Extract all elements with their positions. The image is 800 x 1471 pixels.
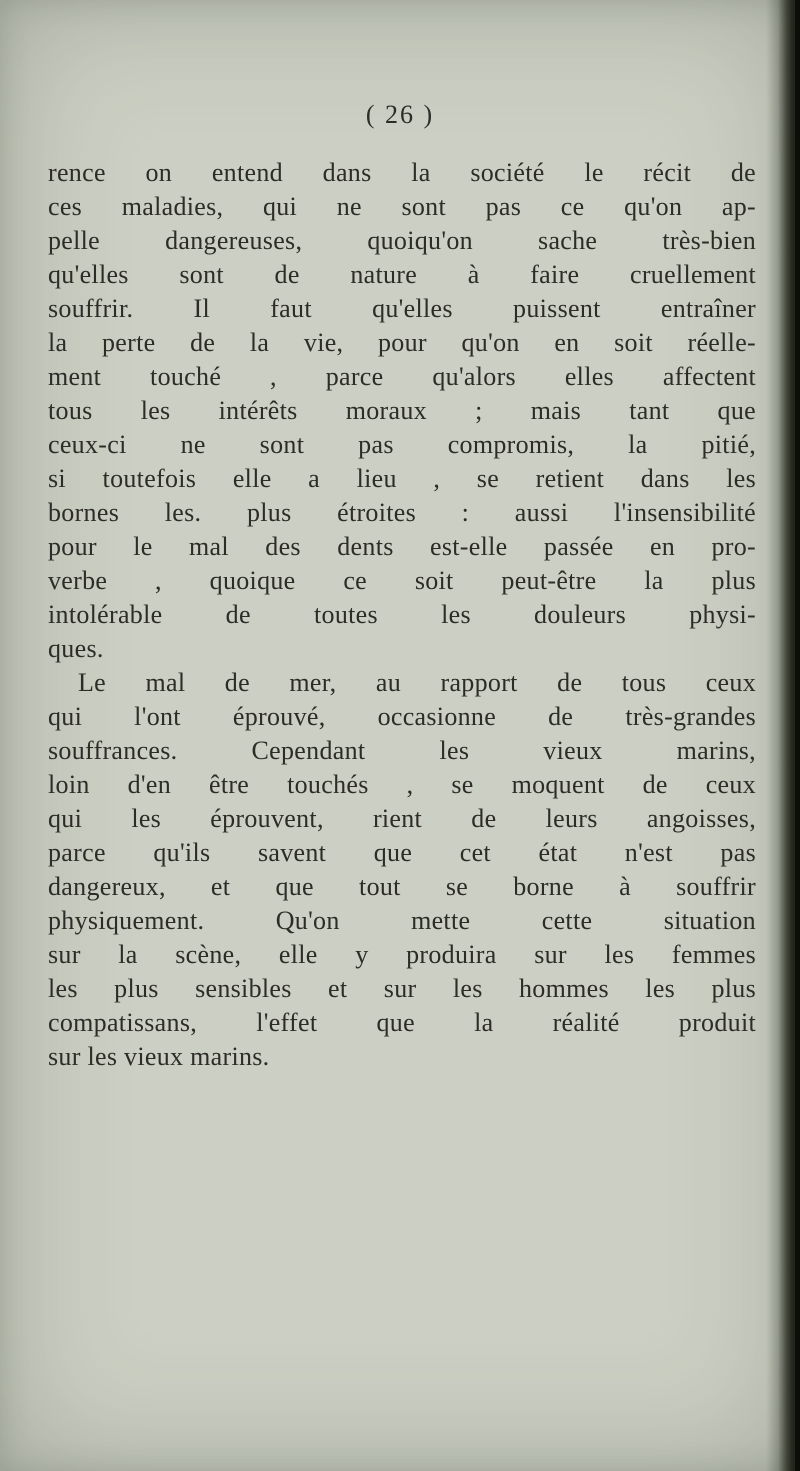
text-line: ceux-ci ne sont pas compromis, la pitié, — [48, 430, 756, 459]
text-line: sur les vieux marins. — [48, 1042, 270, 1071]
text-line: la perte de la vie, pour qu'on en soit réelle- — [48, 328, 756, 357]
text-line: parce qu'ils savent que cet état n'est pas — [48, 838, 756, 867]
text-line: ques. — [48, 634, 104, 663]
text-line: pelle dangereuses, quoiqu'on sache très-bien — [48, 226, 756, 255]
text-line: qui l'ont éprouvé, occasionne de très-grandes — [48, 702, 756, 731]
text-line: souffrir. Il faut qu'elles puissent entraîner — [48, 294, 756, 323]
text-line: qui les éprouvent, rient de leurs angoisses, — [48, 804, 756, 833]
text-line: rence on entend dans la société le récit de — [48, 158, 756, 187]
text-line: ment touché , parce qu'alors elles affectent — [48, 362, 756, 391]
text-line: souffrances. Cependant les vieux marins, — [48, 736, 756, 765]
text-block — [48, 156, 756, 1074]
text-line: ces maladies, qui ne sont pas ce qu'on ap- — [48, 192, 756, 221]
page-edge-line — [795, 0, 800, 1471]
text-line: physiquement. Qu'on mette cette situation — [48, 906, 756, 935]
text-line: intolérable de toutes les douleurs physi- — [48, 600, 756, 629]
text-line: qu'elles sont de nature à faire cruellement — [48, 260, 756, 289]
text-line: sur la scène, elle y produira sur les femmes — [48, 940, 756, 969]
page-number: ( 26 ) — [365, 100, 435, 129]
text-line: verbe , quoique ce soit peut-être la plus — [48, 566, 756, 595]
text-line: si toutefois elle a lieu , se retient dans les — [48, 464, 756, 493]
text-line: loin d'en être touchés , se moquent de ceux — [48, 770, 756, 799]
text-line: dangereux, et que tout se borne à souffrir — [48, 872, 756, 901]
text-line: les plus sensibles et sur les hommes les plus — [48, 974, 756, 1003]
text-line: pour le mal des dents est-elle passée en pro- — [48, 532, 756, 561]
text-line: tous les intérêts moraux ; mais tant que — [48, 396, 756, 425]
text-line: Le mal de mer, au rapport de tous ceux — [78, 668, 756, 697]
text-line: bornes les. plus étroites : aussi l'insensibilité — [48, 498, 756, 527]
text-line: compatissans, l'effet que la réalité produit — [48, 1008, 756, 1037]
